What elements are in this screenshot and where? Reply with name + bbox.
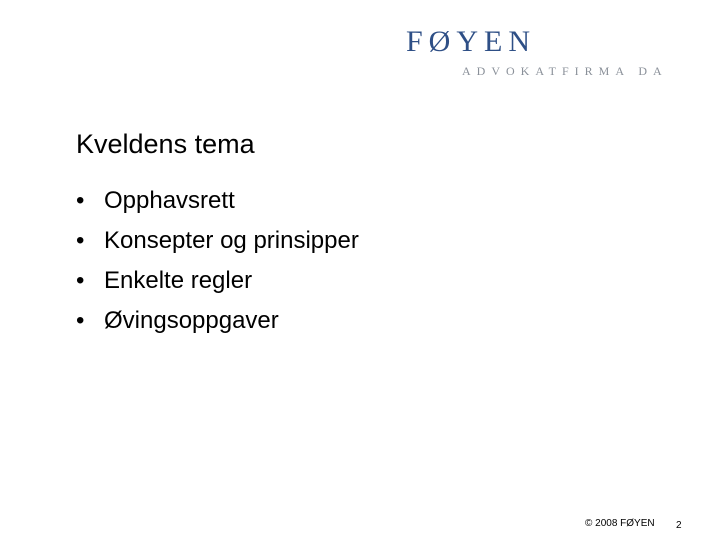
page-number: 2 xyxy=(676,520,682,531)
logo-name: FØYEN xyxy=(406,25,537,58)
bullet-marker: • xyxy=(76,187,85,214)
bullet-text: Enkelte regler xyxy=(104,267,253,294)
bullet-text: Øvingsoppgaver xyxy=(104,307,279,334)
bullet-text: Konsepter og prinsipper xyxy=(104,227,359,254)
bullet-text: Opphavsrett xyxy=(104,187,235,214)
bullet-marker: • xyxy=(76,307,85,334)
logo-subtitle: ADVOKATFIRMA DA xyxy=(462,64,668,78)
bullet-marker: • xyxy=(76,227,85,254)
footer-copyright: © 2008 FØYEN xyxy=(585,518,655,529)
bullet-marker: • xyxy=(76,267,85,294)
company-logo xyxy=(0,0,720,100)
slide-title: Kveldens tema xyxy=(76,129,255,159)
